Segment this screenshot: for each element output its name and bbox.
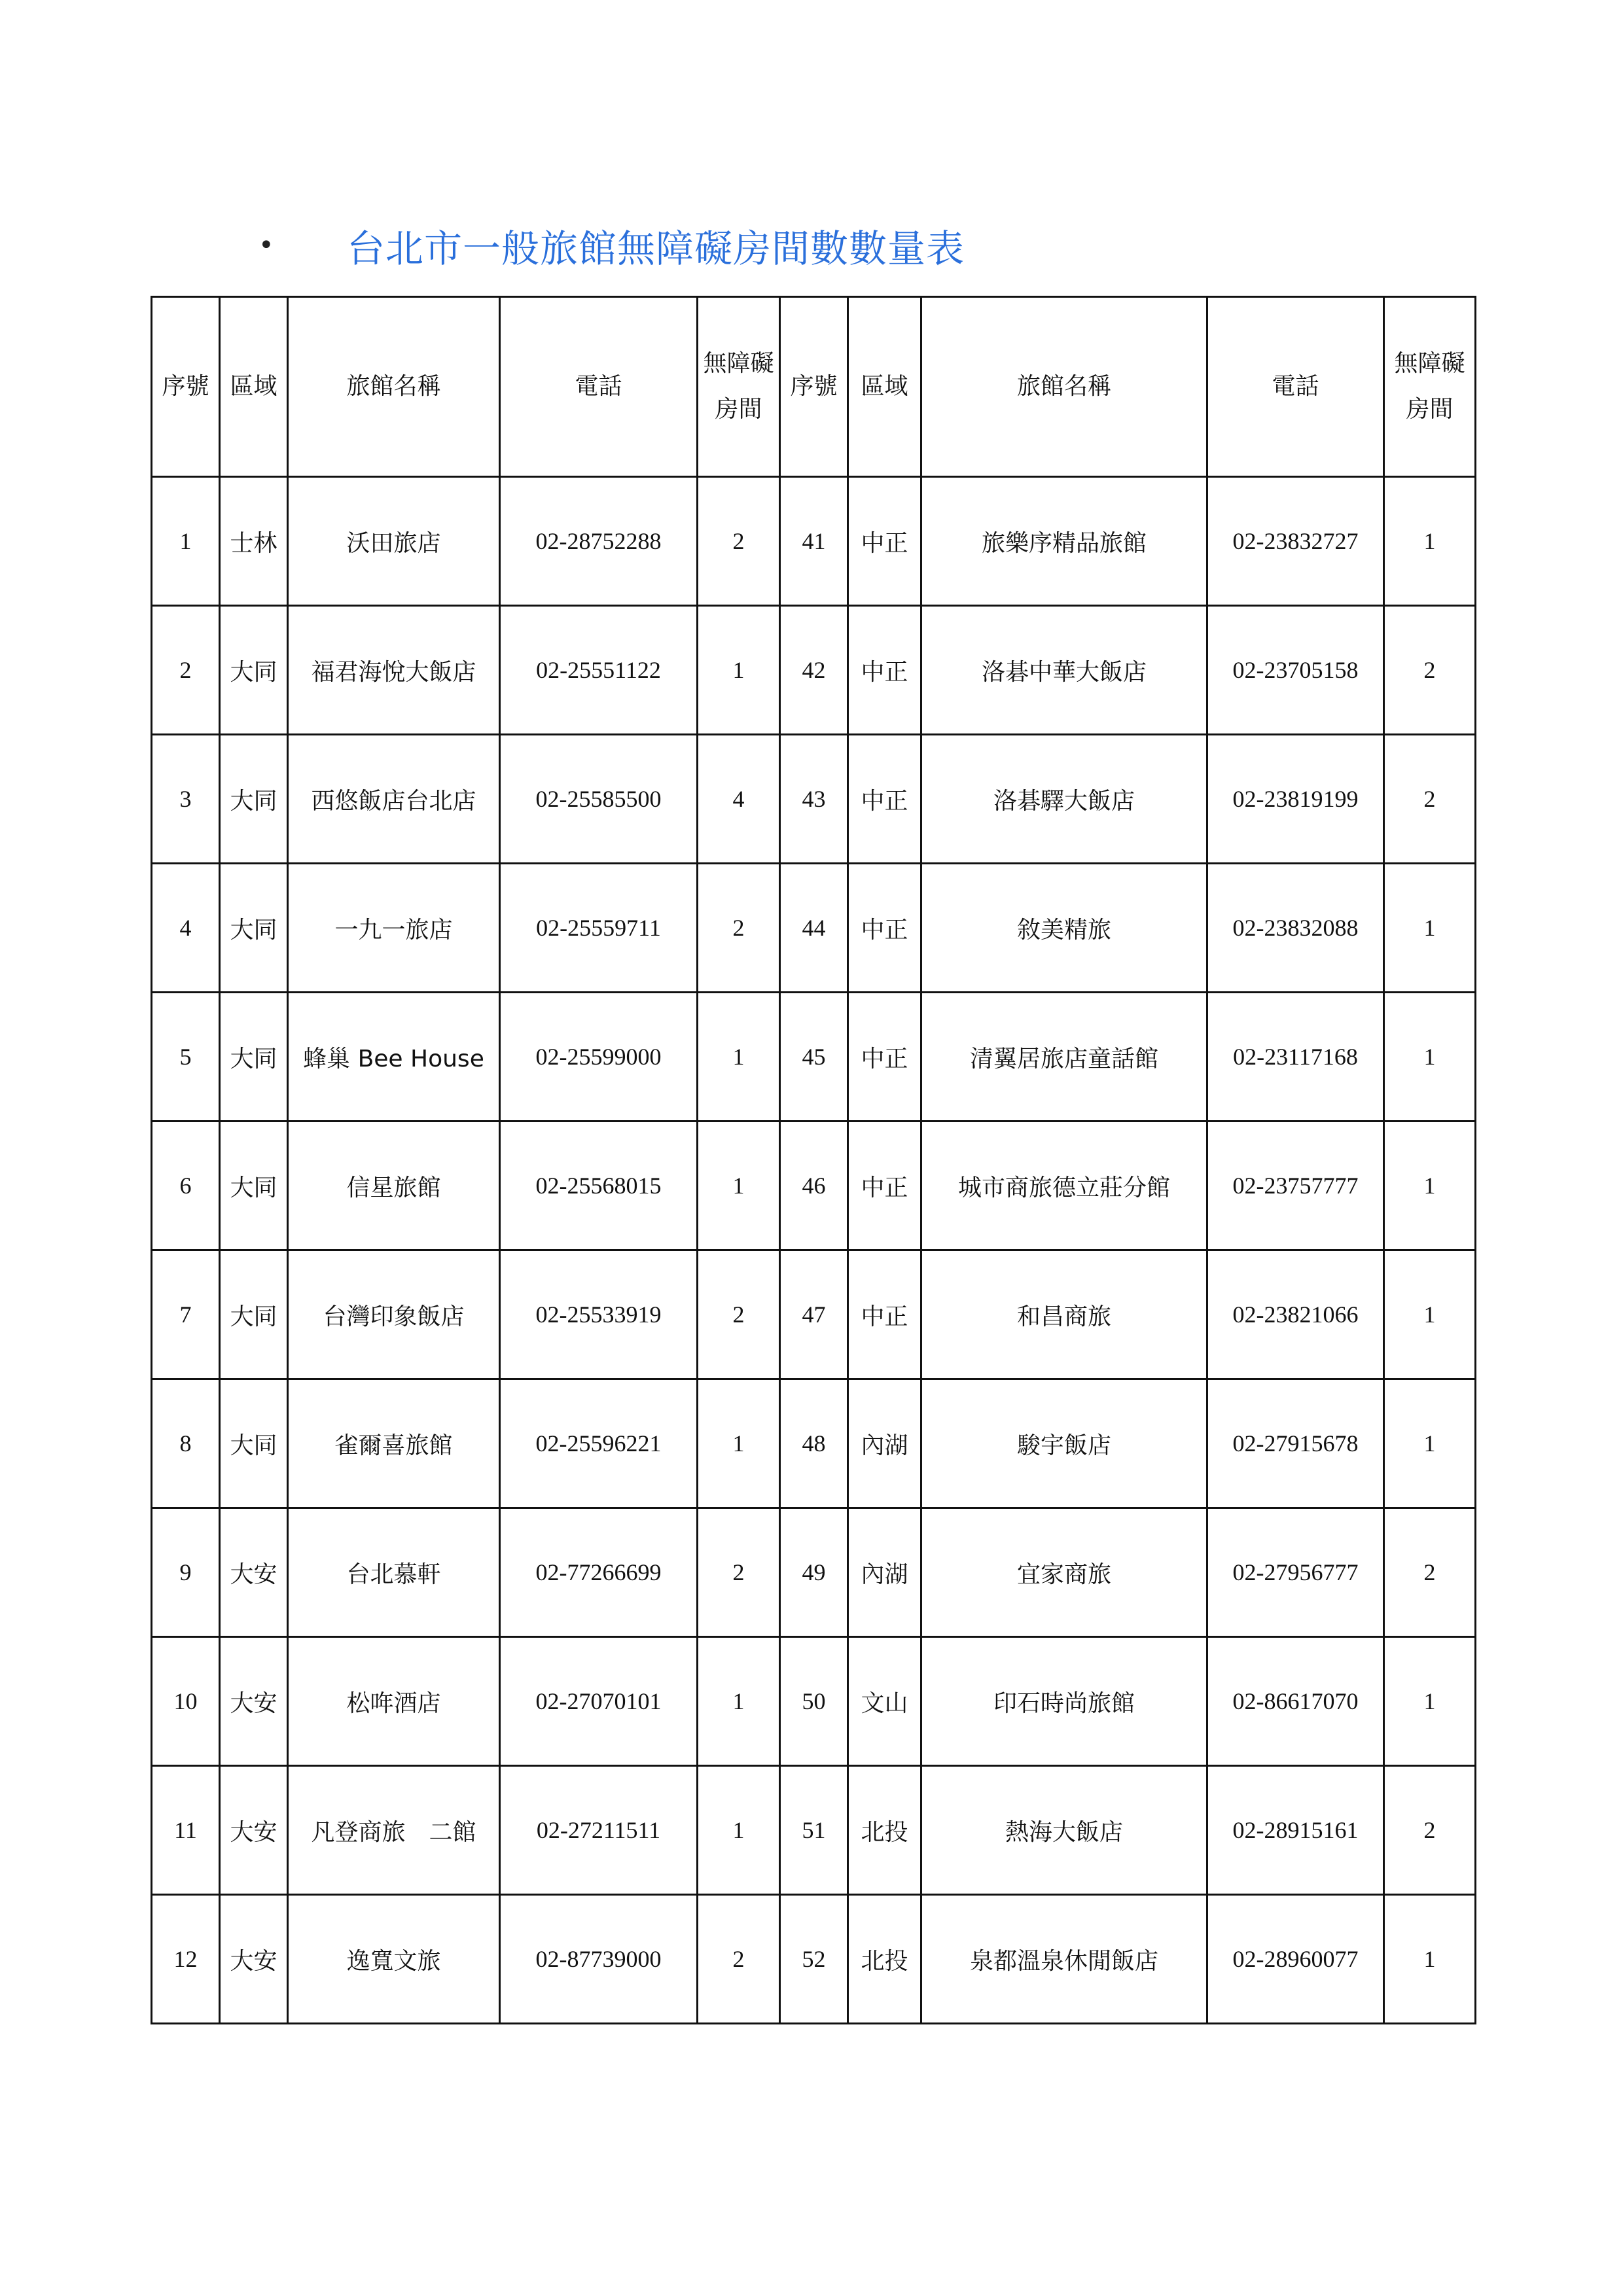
district-right-cell: 中正	[848, 1122, 921, 1250]
rooms-right-cell: 2	[1384, 1508, 1476, 1637]
hotel-name-right-cell: 泉都溫泉休閒飯店	[921, 1895, 1207, 2024]
district-left-cell: 大同	[220, 864, 288, 993]
header-seq-left: 序號	[152, 297, 220, 477]
phone-right-cell: 02-86617070	[1207, 1637, 1384, 1766]
hotel-table	[151, 296, 1476, 2024]
district-right-cell: 北投	[848, 1895, 921, 2024]
district-right-cell: 中正	[848, 606, 921, 735]
hotel-name-left-cell: 一九一旅店	[288, 864, 500, 993]
rooms-left-cell: 2	[698, 864, 780, 993]
seq-right-cell: 50	[780, 1637, 848, 1766]
hotel-name-left-cell: 雀爾喜旅館	[288, 1379, 500, 1508]
district-left-cell: 大同	[220, 606, 288, 735]
hotel-name-left-cell: 福君海悅大飯店	[288, 606, 500, 735]
hotel-name-right-cell: 印石時尚旅館	[921, 1637, 1207, 1766]
hotel-name-right-cell: 洛碁驛大飯店	[921, 735, 1207, 864]
rooms-left-cell: 1	[698, 1379, 780, 1508]
hotel-name-left-cell: 信星旅館	[288, 1122, 500, 1250]
phone-left-cell: 02-28752288	[500, 477, 698, 606]
rooms-right-cell: 2	[1384, 606, 1476, 735]
phone-left-cell: 02-25533919	[500, 1250, 698, 1379]
header-seq-right: 序號	[780, 297, 848, 477]
seq-left-cell: 1	[152, 477, 220, 606]
seq-right-cell: 44	[780, 864, 848, 993]
seq-left-cell: 2	[152, 606, 220, 735]
header-rooms-left: 無障礙房間	[698, 297, 780, 477]
rooms-left-cell: 2	[698, 477, 780, 606]
hotel-name-left-cell: 松哖酒店	[288, 1637, 500, 1766]
seq-right-cell: 48	[780, 1379, 848, 1508]
seq-left-cell: 9	[152, 1508, 220, 1637]
phone-right-cell: 02-27915678	[1207, 1379, 1384, 1508]
seq-right-cell: 47	[780, 1250, 848, 1379]
district-right-cell: 中正	[848, 477, 921, 606]
district-right-cell: 中正	[848, 864, 921, 993]
rooms-left-cell: 2	[698, 1895, 780, 2024]
rooms-right-cell: 1	[1384, 1637, 1476, 1766]
district-left-cell: 大同	[220, 1122, 288, 1250]
rooms-right-cell: 1	[1384, 1895, 1476, 2024]
phone-right-cell: 02-23819199	[1207, 735, 1384, 864]
header-district-right: 區域	[848, 297, 921, 477]
district-right-cell: 文山	[848, 1637, 921, 1766]
hotel-name-right-cell: 駿宇飯店	[921, 1379, 1207, 1508]
phone-left-cell: 02-25596221	[500, 1379, 698, 1508]
rooms-left-cell: 1	[698, 1766, 780, 1895]
rooms-left-cell: 1	[698, 1122, 780, 1250]
phone-left-cell: 02-25568015	[500, 1122, 698, 1250]
hotel-name-right-cell: 敘美精旅	[921, 864, 1207, 993]
district-left-cell: 大安	[220, 1508, 288, 1637]
table-row	[152, 1508, 1476, 1637]
table-body	[152, 477, 1476, 2024]
district-right-cell: 中正	[848, 993, 921, 1122]
table-row	[152, 1250, 1476, 1379]
phone-right-cell: 02-23832727	[1207, 477, 1384, 606]
phone-right-cell: 02-23705158	[1207, 606, 1384, 735]
table-row	[152, 606, 1476, 735]
district-left-cell: 大同	[220, 735, 288, 864]
rooms-left-cell: 1	[698, 993, 780, 1122]
header-hotel-name-left: 旅館名稱	[288, 297, 500, 477]
seq-left-cell: 10	[152, 1637, 220, 1766]
hotel-name-left-cell: 台北慕軒	[288, 1508, 500, 1637]
hotel-name-left-cell: 西悠飯店台北店	[288, 735, 500, 864]
table-row	[152, 477, 1476, 606]
seq-right-cell: 43	[780, 735, 848, 864]
bullet-marker: •	[259, 230, 274, 260]
seq-right-cell: 51	[780, 1766, 848, 1895]
phone-left-cell: 02-25585500	[500, 735, 698, 864]
hotel-name-left-cell: 台灣印象飯店	[288, 1250, 500, 1379]
phone-left-cell: 02-25551122	[500, 606, 698, 735]
hotel-name-right-cell: 宜家商旅	[921, 1508, 1207, 1637]
hotel-name-right-cell: 和昌商旅	[921, 1250, 1207, 1379]
seq-right-cell: 49	[780, 1508, 848, 1637]
header-phone-right: 電話	[1207, 297, 1384, 477]
seq-right-cell: 42	[780, 606, 848, 735]
hotel-name-right-cell: 城市商旅德立莊分館	[921, 1122, 1207, 1250]
hotel-name-right-cell: 清翼居旅店童話館	[921, 993, 1207, 1122]
phone-right-cell: 02-27956777	[1207, 1508, 1384, 1637]
table-row	[152, 993, 1476, 1122]
district-right-cell: 北投	[848, 1766, 921, 1895]
district-left-cell: 大安	[220, 1766, 288, 1895]
phone-left-cell: 02-77266699	[500, 1508, 698, 1637]
header-rooms-right: 無障礙房間	[1384, 297, 1476, 477]
seq-left-cell: 4	[152, 864, 220, 993]
table-row	[152, 1895, 1476, 2024]
phone-right-cell: 02-23832088	[1207, 864, 1384, 993]
district-right-cell: 內湖	[848, 1508, 921, 1637]
hotel-name-left-cell: 沃田旅店	[288, 477, 500, 606]
seq-left-cell: 5	[152, 993, 220, 1122]
hotel-name-right-cell: 熱海大飯店	[921, 1766, 1207, 1895]
district-left-cell: 大同	[220, 1250, 288, 1379]
rooms-right-cell: 1	[1384, 1250, 1476, 1379]
seq-left-cell: 6	[152, 1122, 220, 1250]
hotel-name-left-cell: 蜂巢 Bee House	[288, 993, 500, 1122]
seq-right-cell: 52	[780, 1895, 848, 2024]
phone-right-cell: 02-23757777	[1207, 1122, 1384, 1250]
seq-left-cell: 7	[152, 1250, 220, 1379]
rooms-right-cell: 1	[1384, 1379, 1476, 1508]
district-left-cell: 大安	[220, 1895, 288, 2024]
seq-right-cell: 46	[780, 1122, 848, 1250]
phone-left-cell: 02-27211511	[500, 1766, 698, 1895]
phone-right-cell: 02-28960077	[1207, 1895, 1384, 2024]
rooms-left-cell: 1	[698, 606, 780, 735]
district-left-cell: 大安	[220, 1637, 288, 1766]
rooms-right-cell: 1	[1384, 1122, 1476, 1250]
table-header	[152, 297, 1476, 477]
district-left-cell: 大同	[220, 1379, 288, 1508]
district-right-cell: 中正	[848, 1250, 921, 1379]
rooms-right-cell: 2	[1384, 735, 1476, 864]
phone-left-cell: 02-25599000	[500, 993, 698, 1122]
rooms-left-cell: 4	[698, 735, 780, 864]
rooms-right-cell: 1	[1384, 477, 1476, 606]
seq-left-cell: 3	[152, 735, 220, 864]
table-row	[152, 1122, 1476, 1250]
table-row	[152, 1766, 1476, 1895]
phone-right-cell: 02-28915161	[1207, 1766, 1384, 1895]
district-left-cell: 大同	[220, 993, 288, 1122]
page-title: 台北市一般旅館無障礙房間數數量表	[347, 226, 965, 271]
header-district-left: 區域	[220, 297, 288, 477]
rooms-right-cell: 2	[1384, 1766, 1476, 1895]
rooms-right-cell: 1	[1384, 864, 1476, 993]
phone-right-cell: 02-23117168	[1207, 993, 1384, 1122]
seq-right-cell: 45	[780, 993, 848, 1122]
table-row	[152, 1379, 1476, 1508]
table-row	[152, 864, 1476, 993]
hotel-name-right-cell: 洛碁中華大飯店	[921, 606, 1207, 735]
header-phone-left: 電話	[500, 297, 698, 477]
phone-left-cell: 02-27070101	[500, 1637, 698, 1766]
table-row	[152, 1637, 1476, 1766]
rooms-left-cell: 1	[698, 1637, 780, 1766]
seq-left-cell: 12	[152, 1895, 220, 2024]
phone-left-cell: 02-87739000	[500, 1895, 698, 2024]
title-line	[259, 216, 965, 275]
district-left-cell: 士林	[220, 477, 288, 606]
rooms-left-cell: 2	[698, 1250, 780, 1379]
phone-right-cell: 02-23821066	[1207, 1250, 1384, 1379]
seq-left-cell: 11	[152, 1766, 220, 1895]
district-right-cell: 內湖	[848, 1379, 921, 1508]
hotel-name-right-cell: 旅樂序精品旅館	[921, 477, 1207, 606]
seq-right-cell: 41	[780, 477, 848, 606]
hotel-name-left-cell: 逸寬文旅	[288, 1895, 500, 2024]
hotel-name-left-cell: 凡登商旅 二館	[288, 1766, 500, 1895]
phone-left-cell: 02-25559711	[500, 864, 698, 993]
rooms-left-cell: 2	[698, 1508, 780, 1637]
header-hotel-name-right: 旅館名稱	[921, 297, 1207, 477]
seq-left-cell: 8	[152, 1379, 220, 1508]
table-row	[152, 735, 1476, 864]
rooms-right-cell: 1	[1384, 993, 1476, 1122]
district-right-cell: 中正	[848, 735, 921, 864]
header-row	[152, 297, 1476, 477]
